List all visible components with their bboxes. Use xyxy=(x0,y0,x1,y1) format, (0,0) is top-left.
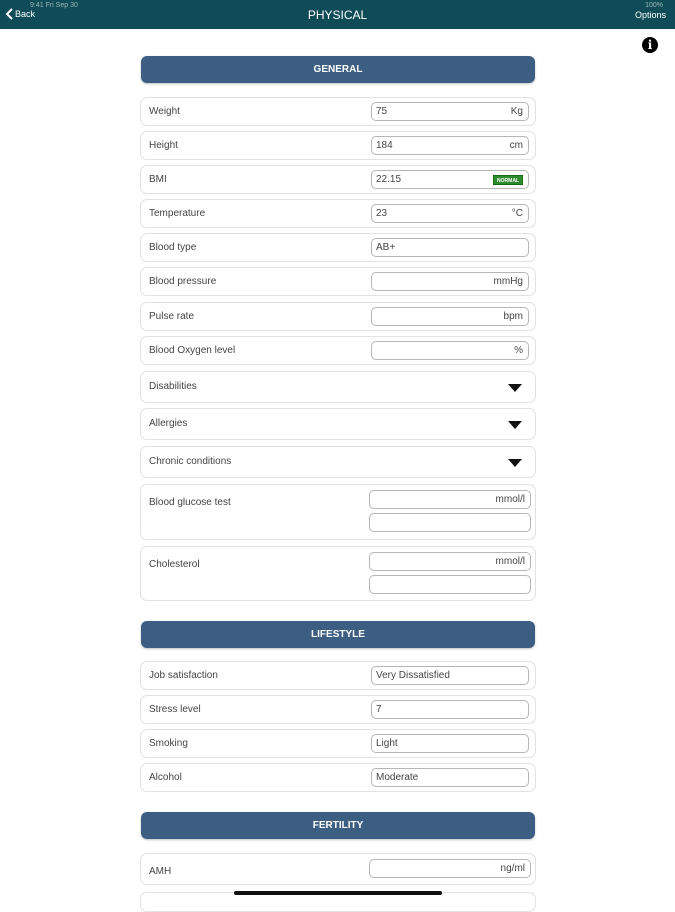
job-satisfaction-row xyxy=(140,661,536,690)
temperature-value: 23 xyxy=(376,208,388,219)
disabilities-row[interactable] xyxy=(140,371,536,403)
oxygen-field[interactable] xyxy=(371,341,529,360)
blood-type-label: Blood type xyxy=(149,242,197,253)
next-row-partial xyxy=(140,892,536,912)
chevron-down-icon[interactable] xyxy=(508,384,522,392)
blood-pressure-field[interactable] xyxy=(371,272,529,291)
blood-glucose-row xyxy=(140,484,536,540)
amh-unit: ng/ml xyxy=(500,863,525,874)
navigation-bar xyxy=(0,0,675,29)
amh-field[interactable] xyxy=(369,859,531,878)
blood-glucose-note-field[interactable] xyxy=(369,513,531,532)
home-indicator[interactable] xyxy=(234,891,442,895)
cholesterol-unit: mmol/l xyxy=(495,556,525,567)
bmi-label: BMI xyxy=(149,174,167,185)
chronic-conditions-label: Chronic conditions xyxy=(149,456,232,467)
amh-label: AMH xyxy=(149,866,172,877)
chevron-down-icon[interactable] xyxy=(508,421,522,429)
blood-glucose-unit: mmol/l xyxy=(495,494,525,505)
height-row xyxy=(140,131,536,160)
oxygen-row xyxy=(140,336,536,365)
allergies-label: Allergies xyxy=(149,418,188,429)
job-satisfaction-label: Job satisfaction xyxy=(149,670,218,681)
allergies-row[interactable] xyxy=(140,408,536,440)
temperature-field[interactable] xyxy=(371,204,529,223)
blood-glucose-field[interactable] xyxy=(369,490,531,509)
cholesterol-field[interactable] xyxy=(369,552,531,571)
bmi-field[interactable] xyxy=(371,170,529,189)
cholesterol-label: Cholesterol xyxy=(149,559,200,570)
stress-level-field[interactable] xyxy=(371,700,529,719)
info-icon[interactable]: i xyxy=(642,37,658,53)
smoking-label: Smoking xyxy=(149,738,188,749)
job-satisfaction-field[interactable] xyxy=(371,666,529,685)
oxygen-label: Blood Oxygen level xyxy=(149,345,236,356)
blood-type-row xyxy=(140,233,536,262)
pulse-rate-unit: bpm xyxy=(503,311,523,322)
alcohol-field[interactable] xyxy=(371,768,529,787)
bmi-status-badge: NORMAL xyxy=(493,175,523,185)
pulse-rate-field[interactable] xyxy=(371,307,529,326)
status-bar-battery: 100% xyxy=(645,2,663,9)
height-unit: cm xyxy=(509,140,523,151)
cholesterol-row xyxy=(140,546,536,601)
stress-level-row xyxy=(140,695,536,724)
section-header-fertility: FERTILITY xyxy=(141,812,535,839)
amh-row xyxy=(140,853,536,885)
alcohol-label: Alcohol xyxy=(149,772,182,783)
weight-unit: Kg xyxy=(510,106,523,117)
job-satisfaction-value: Very Dissatisfied xyxy=(376,670,450,681)
weight-label: Weight xyxy=(149,106,180,117)
temperature-unit: °C xyxy=(511,208,523,219)
disabilities-label: Disabilities xyxy=(149,381,197,392)
smoking-row xyxy=(140,729,536,758)
section-header-general: GENERAL xyxy=(141,56,535,83)
blood-type-value: AB+ xyxy=(376,242,396,253)
weight-field[interactable] xyxy=(371,102,529,121)
chevron-down-icon[interactable] xyxy=(508,459,522,467)
blood-pressure-unit: mmHg xyxy=(493,276,523,287)
height-field[interactable] xyxy=(371,136,529,155)
cholesterol-note-field[interactable] xyxy=(369,575,531,594)
temperature-row xyxy=(140,199,536,228)
chronic-conditions-row[interactable] xyxy=(140,446,536,478)
section-header-lifestyle: LIFESTYLE xyxy=(141,621,535,648)
weight-value: 75 xyxy=(376,106,388,117)
stress-level-value: 7 xyxy=(376,704,382,715)
back-label: Back xyxy=(15,9,36,19)
weight-row xyxy=(140,97,536,126)
bmi-row xyxy=(140,165,536,194)
blood-glucose-label: Blood glucose test xyxy=(149,497,231,508)
height-value: 184 xyxy=(376,140,393,151)
smoking-field[interactable] xyxy=(371,734,529,753)
alcohol-value: Moderate xyxy=(376,772,419,783)
oxygen-unit: % xyxy=(514,345,523,356)
alcohol-row xyxy=(140,763,536,792)
bmi-value: 22.15 xyxy=(376,174,402,185)
blood-pressure-row xyxy=(140,267,536,296)
temperature-label: Temperature xyxy=(149,208,206,219)
options-button[interactable]: Options xyxy=(634,10,666,20)
height-label: Height xyxy=(149,140,178,151)
pulse-rate-row xyxy=(140,302,536,331)
page-title: PHYSICAL xyxy=(307,8,368,22)
status-bar-time: 9:41 Fri Sep 30 xyxy=(30,2,78,9)
blood-pressure-label: Blood pressure xyxy=(149,276,217,287)
blood-type-field[interactable] xyxy=(371,238,529,257)
pulse-rate-label: Pulse rate xyxy=(149,311,195,322)
smoking-value: Light xyxy=(376,738,398,749)
stress-level-label: Stress level xyxy=(149,704,201,715)
